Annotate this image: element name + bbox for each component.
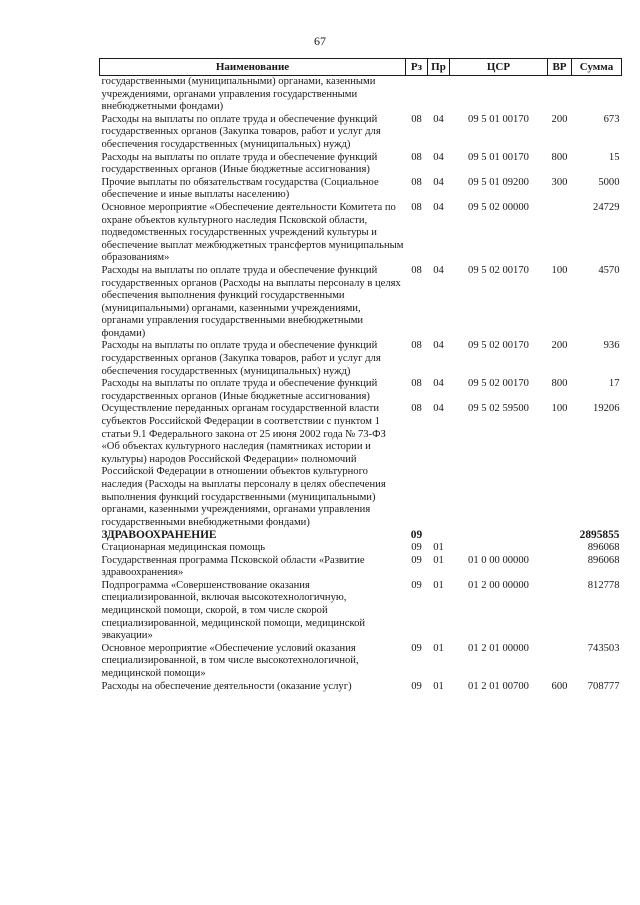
row-subsection-code: 01 (433, 680, 444, 692)
row-name: Расходы на выплаты по оплате труда и обеспечение функций государственных органов (Расходы на выплаты персоналу в целях обеспечения выполнения функций государственными (муниципальными) органами, казенными учреждениями, органами управления государственными внебюджетными фондами) (101, 264, 401, 339)
row-subsection-code: 04 (433, 201, 444, 213)
header-pr: Пр (428, 59, 450, 76)
table-row (100, 202, 622, 265)
row-name: Подпрограмма «Совершенствование оказания специализированной, включая высокотехнологичную, медицинской помощи, скорой, в том числе скорой специализированной, медицинской помощи, медицинской эвакуации» (101, 579, 366, 642)
row-name: Государственная программа Псковской области «Развитие здравоохранения» (101, 554, 365, 579)
row-name: Основное мероприятие «Обеспечение условий оказания специализированной, в том числе высокотехнологичной, медицинской помощи» (101, 642, 359, 679)
row-amount: 673 (603, 113, 620, 125)
row-name: Расходы на выплаты по оплате труда и обеспечение функций государственных органов (Иные бюджетные ассигнования) (101, 378, 378, 402)
row-target-article: 01 2 01 00700 (468, 680, 529, 692)
row-section-code: 08 (411, 264, 422, 276)
row-expense-type (548, 76, 572, 114)
row-section-code: 08 (411, 340, 422, 352)
row-name: ЗДРАВООХРАНЕНИЕ (101, 529, 217, 542)
row-target-article: 01 2 01 00000 (468, 642, 529, 654)
table-header-row (100, 59, 622, 76)
row-section-code: 09 (411, 642, 422, 654)
row-expense-type (548, 555, 572, 580)
row-amount: 896068 (587, 541, 620, 553)
row-amount: 5000 (598, 176, 620, 188)
table-row (100, 555, 622, 580)
row-expense-type: 300 (551, 176, 568, 188)
row-expense-type (548, 580, 572, 643)
row-subsection-code: 04 (433, 113, 444, 125)
table-body (100, 76, 622, 694)
row-section-code: 08 (411, 378, 422, 390)
header-sum: Сумма (572, 59, 622, 76)
row-name: Осуществление переданных органам государственной власти субъектов Российской Федерации в соответствии с пунктом 1 статьи 9.1 Федерального закона от 25 июня 2002 года № 73-ФЗ «Об объектах культурного наследия (памятниках истории и культуры) народов Российской Федерации» полномочий Российской Федерации в отношении объектов культурного наследия (Расходы на выплаты персоналу в целях обеспечения выполнения функций государственными (муниципальными) органами, казенными учреждениями, органами управления государственными внебюджетными фондами) (101, 403, 386, 528)
row-subsection-code: 04 (433, 340, 444, 352)
row-amount: 24729 (593, 201, 620, 213)
row-expense-type (548, 542, 572, 555)
table-row (100, 152, 622, 177)
row-amount: 896068 (587, 554, 620, 566)
row-name: Стационарная медицинская помощь (101, 541, 266, 553)
table-row (100, 681, 622, 694)
table-row (100, 580, 622, 643)
row-expense-type (548, 529, 572, 542)
row-amount: 743503 (587, 642, 620, 654)
header-name: Наименование (100, 59, 406, 76)
row-target-article (450, 76, 548, 114)
table-row (100, 265, 622, 341)
row-amount: 15 (608, 151, 620, 163)
page-number: 67 (314, 34, 326, 48)
row-target-article: 09 5 02 00170 (468, 264, 529, 276)
row-amount: 17 (608, 378, 620, 390)
row-subsection-code: 01 (433, 541, 444, 553)
row-amount: 708777 (587, 680, 620, 692)
row-section-code (406, 76, 428, 114)
row-section-code: 08 (411, 403, 422, 415)
row-expense-type: 200 (551, 340, 568, 352)
row-amount: 936 (603, 340, 620, 352)
table-row (100, 378, 622, 403)
table-row (100, 177, 622, 202)
row-target-article: 09 5 01 09200 (468, 176, 529, 188)
row-name: Основное мероприятие «Обеспечение деятельности Комитета по охране объектов культурного наследия Псковской области, подведомственных государственных учреждений культуры и обеспечение выплат межбюджетных трансфертов муниципальным образованиям» (101, 201, 404, 264)
row-amount: 812778 (587, 579, 620, 591)
row-subsection-code: 04 (433, 264, 444, 276)
table-row (100, 340, 622, 378)
row-expense-type: 800 (551, 378, 568, 390)
table-row (100, 114, 622, 152)
row-amount (572, 76, 622, 114)
row-target-article: 01 0 00 00000 (468, 554, 529, 566)
row-section-code: 08 (411, 113, 422, 125)
row-section-code: 09 (411, 541, 422, 553)
row-subsection-code (428, 76, 450, 114)
row-section-code: 09 (410, 529, 423, 542)
row-target-article: 09 5 02 59500 (468, 403, 529, 415)
row-section-code: 08 (411, 151, 422, 163)
row-expense-type: 200 (551, 113, 568, 125)
row-subsection-code: 01 (433, 554, 444, 566)
row-expense-type (548, 202, 572, 265)
row-expense-type: 600 (551, 680, 568, 692)
row-amount: 4570 (598, 264, 620, 276)
row-subsection-code: 04 (433, 378, 444, 390)
row-expense-type: 800 (551, 151, 568, 163)
row-target-article: 09 5 02 00000 (468, 201, 529, 213)
budget-table (99, 58, 622, 693)
row-expense-type (548, 643, 572, 681)
row-amount: 19206 (593, 403, 620, 415)
row-amount: 2895855 (579, 529, 620, 542)
row-target-article: 01 2 00 00000 (468, 579, 529, 591)
row-name: Расходы на выплаты по оплате труда и обеспечение функций государственных органов (Закупка товаров, работ и услуг для обеспечения государственных (муниципальных) нужд) (101, 340, 381, 377)
row-target-article (450, 542, 548, 555)
row-section-code: 09 (411, 680, 422, 692)
table-row (100, 76, 622, 114)
row-section-code: 09 (411, 579, 422, 591)
row-subsection-code: 04 (433, 403, 444, 415)
header-rz: Рз (406, 59, 428, 76)
row-expense-type: 100 (551, 403, 568, 415)
table-row (100, 403, 622, 529)
row-section-code: 08 (411, 176, 422, 188)
row-target-article: 09 5 01 00170 (468, 113, 529, 125)
row-target-article: 09 5 02 00170 (468, 340, 529, 352)
row-name: Прочие выплаты по обязательствам государства (Социальное обеспечение и иные выплаты населению) (101, 176, 379, 201)
row-expense-type: 100 (551, 264, 568, 276)
row-name: Расходы на выплаты по оплате труда и обеспечение функций государственных органов (Закупка товаров, работ и услуг для обеспечения государственных (муниципальных) нужд) (101, 113, 381, 150)
row-target-article: 09 5 02 00170 (468, 378, 529, 390)
row-section-code: 09 (411, 554, 422, 566)
row-target-article: 09 5 01 00170 (468, 151, 529, 163)
row-subsection-code: 04 (433, 151, 444, 163)
row-name: Расходы на обеспечение деятельности (оказание услуг) (101, 680, 352, 692)
table-row (100, 542, 622, 555)
table-row (100, 529, 622, 542)
header-vr: ВР (548, 59, 572, 76)
table-row (100, 643, 622, 681)
header-csr: ЦСР (450, 59, 548, 76)
row-target-article (450, 529, 548, 542)
row-subsection-code (428, 529, 450, 542)
row-section-code: 08 (411, 201, 422, 213)
row-name: Расходы на выплаты по оплате труда и обеспечение функций государственных органов (Иные бюджетные ассигнования) (101, 151, 378, 176)
row-subsection-code: 01 (433, 642, 444, 654)
row-name: государственными (муниципальными) органами, казенными учреждениями, органами управления государственными внебюджетными фондами) (101, 76, 376, 113)
row-subsection-code: 04 (433, 176, 444, 188)
row-subsection-code: 01 (433, 579, 444, 591)
